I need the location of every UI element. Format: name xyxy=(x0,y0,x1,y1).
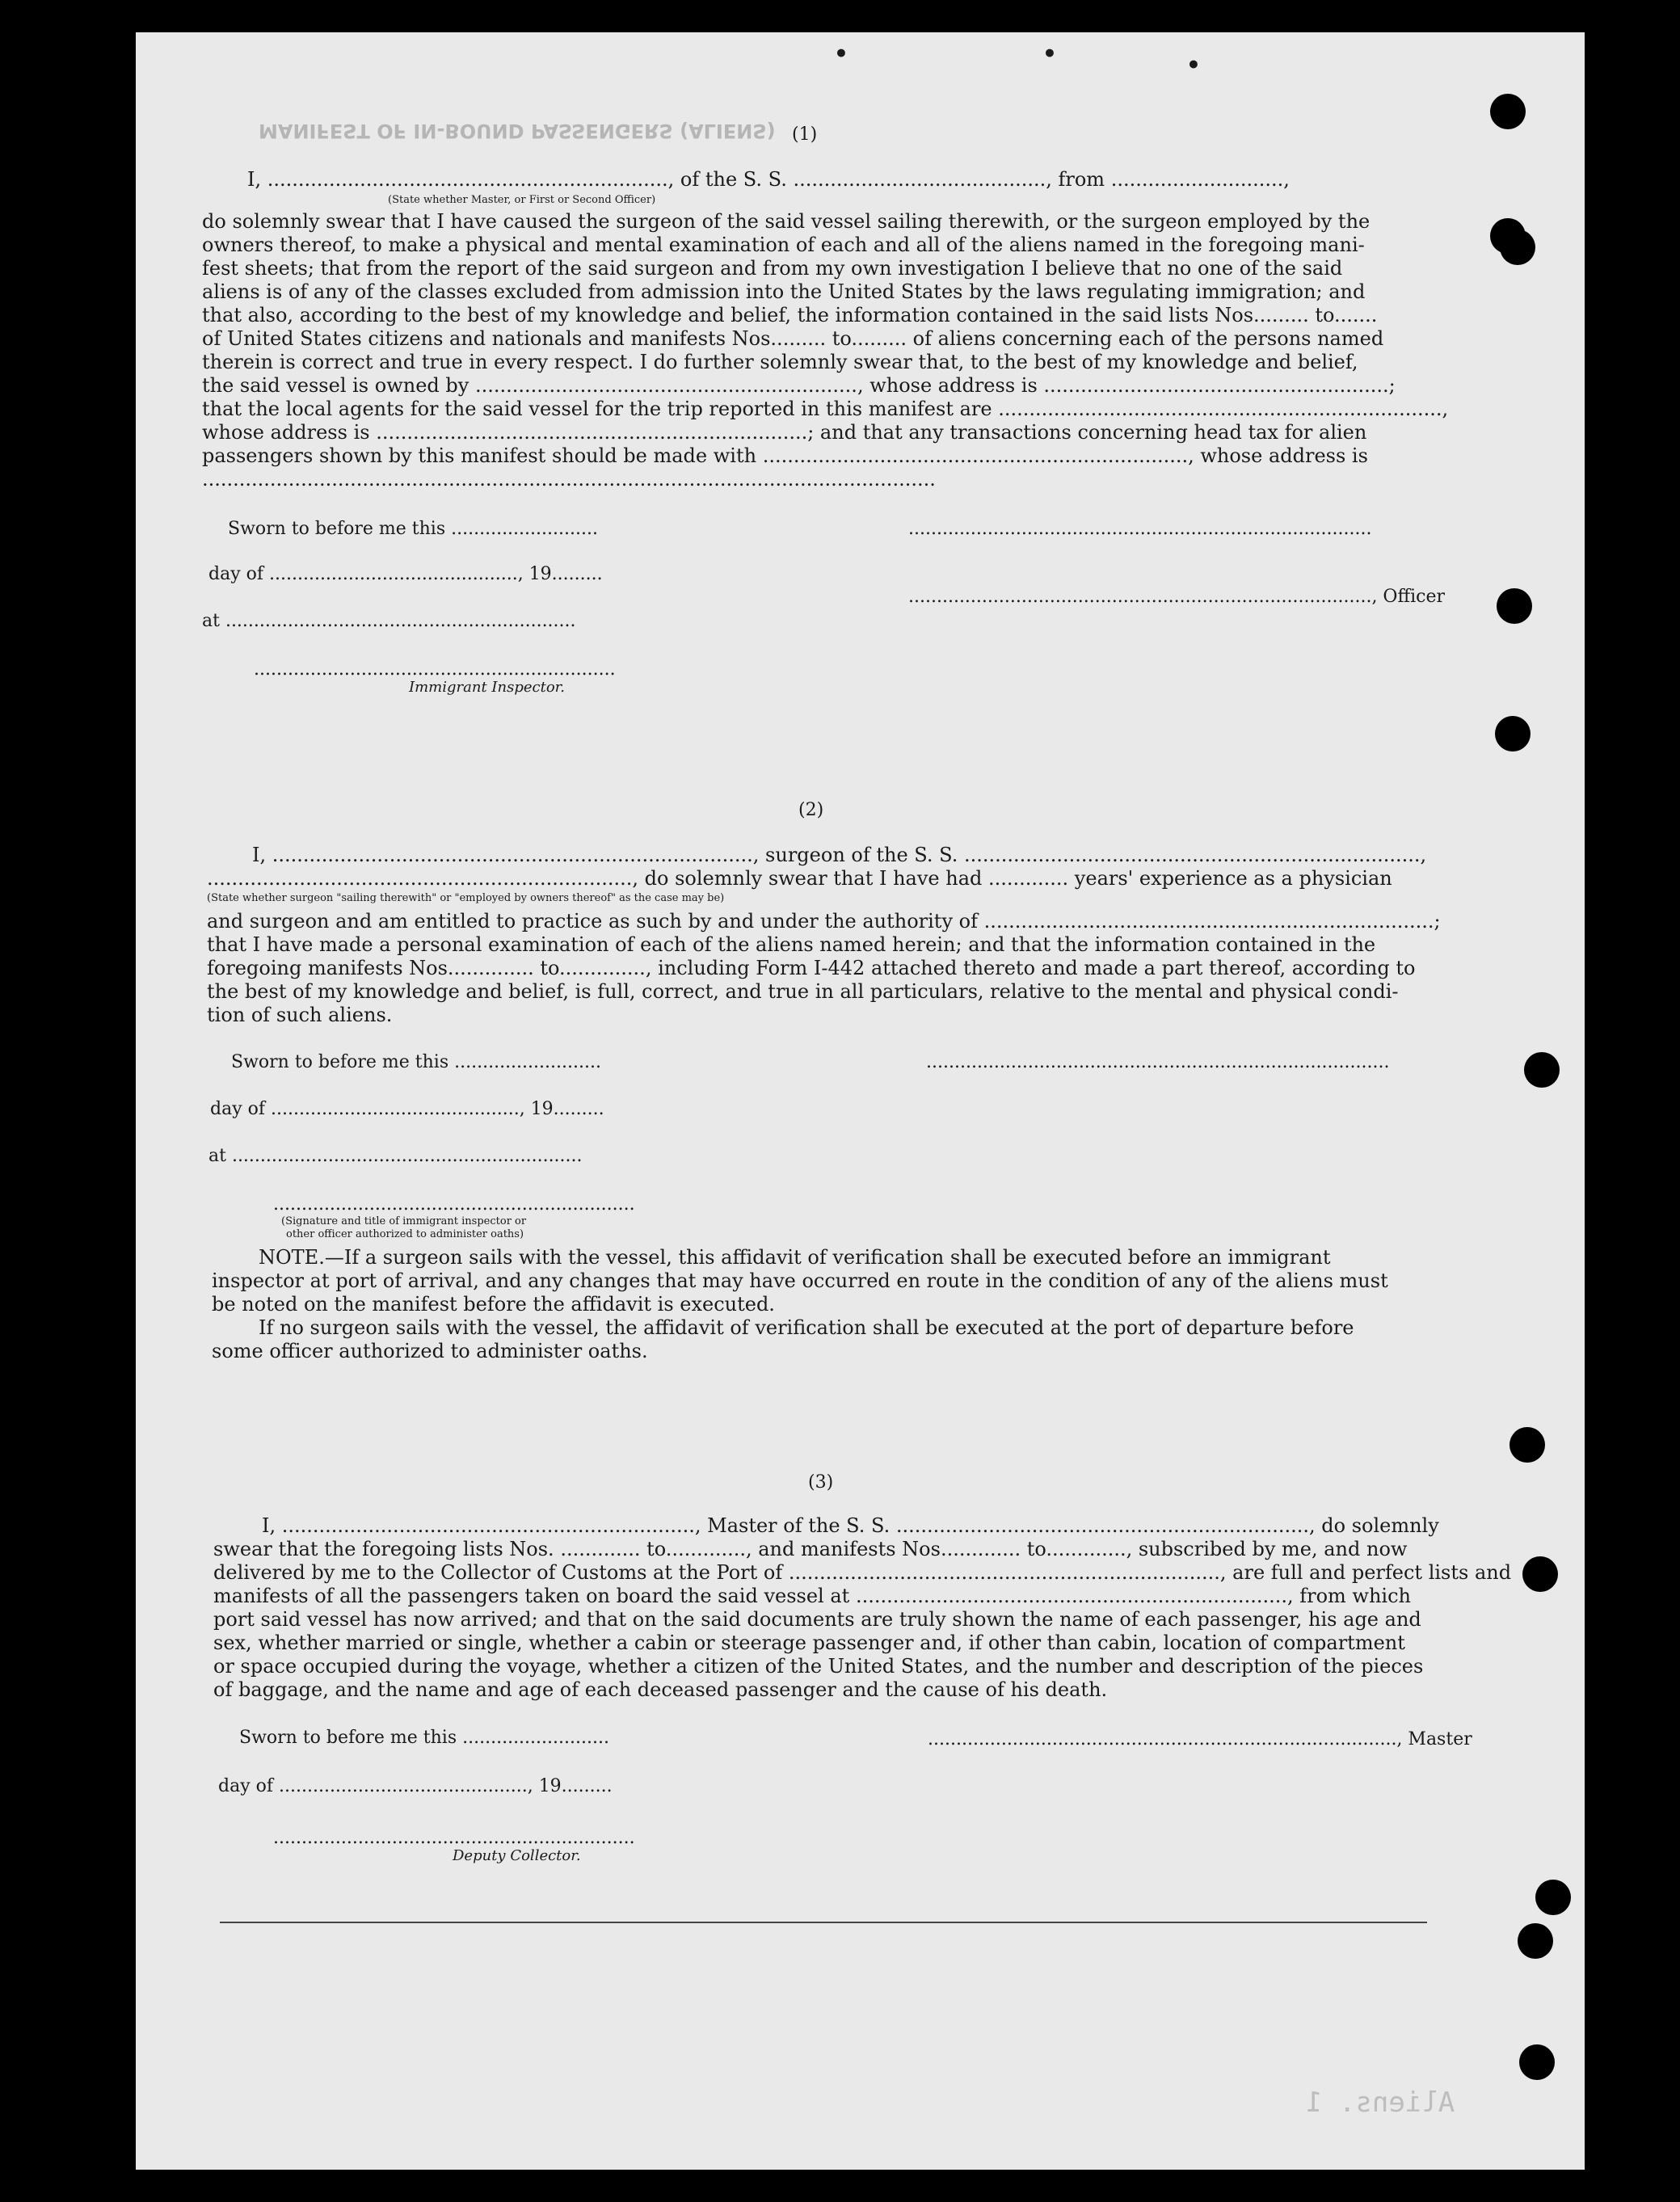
s1-line: fest sheets; that from the report of the said surgeon and from my own investigation I believe that no one of the said xyxy=(202,257,1343,280)
s1-caption: (State whether Master, or First or Second Officer) xyxy=(388,194,656,206)
punch-hole xyxy=(1495,716,1531,752)
punch-hole xyxy=(1500,229,1535,265)
s1-line: I, ................................................................., of the S. S. ........................................., from ............................, xyxy=(247,168,1290,191)
s2-line: ....................................................................., do solemnly swear that I have had ............. years' experience as a physician xyxy=(207,867,1392,890)
bleed-through-stamp: Aliens. 1 xyxy=(1306,2086,1455,2119)
s3-collector-line: ................................................................ xyxy=(273,1828,635,1848)
s2-day: day of ............................................, 19......... xyxy=(210,1099,604,1119)
s2-sig-caption: other officer authorized to administer oaths) xyxy=(286,1228,524,1240)
s3-sworn: Sworn to before me this .......................... xyxy=(239,1728,609,1748)
s1-line: aliens is of any of the classes excluded from admission into the United States by the laws regulating immigration; and xyxy=(202,280,1366,303)
note-line: some officer authorized to administer oaths. xyxy=(212,1340,648,1362)
s2-surgeon-line: .................................................................................. xyxy=(926,1052,1390,1072)
s1-officer-label: .................................................................................., Officer xyxy=(908,587,1445,607)
s3-line: manifests of all the passengers taken on board the said vessel at ......................................................................, from which xyxy=(213,1585,1411,1607)
note-line: NOTE.—If a surgeon sails with the vessel, this affidavit of verification shall be executed before an immigrant xyxy=(259,1246,1331,1269)
s3-line: or space occupied during the voyage, whether a citizen of the United States, and the number and description of the pieces xyxy=(213,1655,1424,1678)
s2-line: tion of such aliens. xyxy=(207,1004,393,1026)
s1-officer-line: .................................................................................. xyxy=(908,519,1372,539)
s2-sig-line: ................................................................ xyxy=(273,1194,635,1215)
s1-line: passengers shown by this manifest should be made with ....................................................................., whose address is xyxy=(202,444,1368,467)
s1-line: ....................................................................................................................... xyxy=(202,468,936,491)
ink-speck: • xyxy=(1042,40,1057,67)
s1-line: the said vessel is owned by .............................................................., whose address is ........................................................; xyxy=(202,374,1396,397)
s3-day: day of ............................................, 19......... xyxy=(218,1776,613,1796)
s2-at: at .............................................................. xyxy=(208,1146,583,1166)
s2-line: and surgeon and am entitled to practice as such by and under the authority of .........................................................................; xyxy=(207,910,1441,933)
s3-line: I, ..................................................................., Master of the S. S. ..................................................................., do solemnly xyxy=(262,1514,1439,1537)
s3-line: sex, whether married or single, whether a cabin or steerage passenger and, if other than cabin, location of compartment xyxy=(213,1632,1405,1654)
s2-line: that I have made a personal examination of each of the aliens named herein; and that the information contained in the xyxy=(207,933,1376,956)
punch-hole xyxy=(1509,1427,1545,1463)
s3-line: port said vessel has now arrived; and that on the said documents are truly shown the name of each passenger, his age and xyxy=(213,1608,1421,1631)
s2-caption: (State whether surgeon "sailing therewith" or "employed by owners thereof" as the case may be) xyxy=(207,892,725,904)
s3-line: swear that the foregoing lists Nos. ............. to............., and manifests Nos............. to............., subscribed by me, and now xyxy=(213,1538,1408,1560)
punch-hole xyxy=(1490,94,1526,129)
s1-at: at .............................................................. xyxy=(202,611,576,631)
manifest-page xyxy=(136,32,1585,2170)
s3-line: of baggage, and the name and age of each deceased passenger and the cause of his death. xyxy=(213,1678,1108,1701)
s2-line: foregoing manifests Nos.............. to.............., including Form I-442 attached thereto and made a part thereof, according to xyxy=(207,957,1416,979)
punch-hole xyxy=(1524,1052,1560,1088)
punch-hole xyxy=(1519,2044,1555,2080)
s2-sworn: Sworn to before me this .......................... xyxy=(231,1052,601,1072)
punch-hole xyxy=(1522,1556,1558,1592)
s1-line: of United States citizens and nationals and manifests Nos......... to......... of aliens concerning each of the persons named xyxy=(202,327,1384,350)
s1-inspector-line: ................................................................ xyxy=(254,659,616,680)
section-2-number: (2) xyxy=(798,800,824,820)
s1-inspector-label: Immigrant Inspector. xyxy=(409,679,566,696)
s1-day: day of ............................................, 19......... xyxy=(208,564,603,584)
punch-hole xyxy=(1497,588,1532,624)
s1-line: that the local agents for the said vessel for the trip reported in this manifest are ........................................................................, xyxy=(202,398,1449,420)
ink-speck: • xyxy=(834,40,848,67)
section-3-number: (3) xyxy=(808,1472,834,1493)
s2-line: the best of my knowledge and belief, is full, correct, and true in all particulars, relative to the mental and physical condi- xyxy=(207,980,1399,1003)
s3-line: delivered by me to the Collector of Customs at the Port of ......................................................................, are full and perfect lists and xyxy=(213,1561,1512,1584)
note-line: If no surgeon sails with the vessel, the affidavit of verification shall be executed at the port of departure before xyxy=(259,1316,1354,1339)
bottom-rule xyxy=(220,1922,1427,1923)
s1-sworn: Sworn to before me this .......................... xyxy=(228,519,598,539)
s1-line: whose address is ......................................................................; and that any transactions concerning head tax for alien xyxy=(202,421,1367,444)
s2-line: I, .............................................................................., surgeon of the S. S. .........................................................................., xyxy=(252,844,1427,866)
s3-collector-label: Deputy Collector. xyxy=(453,1847,581,1864)
s1-line: therein is correct and true in every respect. I do further solemnly swear that, to the best of my knowledge and belief, xyxy=(202,351,1358,373)
s1-line: do solemnly swear that I have caused the surgeon of the said vessel sailing therewith, or the surgeon employed by the xyxy=(202,210,1371,233)
s1-line: owners thereof, to make a physical and mental examination of each and all of the aliens named in the foregoing mani- xyxy=(202,234,1365,256)
punch-hole xyxy=(1535,1880,1571,1915)
note-line: be noted on the manifest before the affidavit is executed. xyxy=(212,1293,775,1316)
ink-speck: • xyxy=(1186,52,1201,78)
s1-line: that also, according to the best of my knowledge and belief, the information contained in the said lists Nos......... to....... xyxy=(202,304,1378,326)
section-1-number: (1) xyxy=(792,124,818,145)
s3-master-label: ..................................................................................., Master xyxy=(928,1729,1472,1749)
bleed-through-title: MANIFEST OF IN-BOUND PASSENGERS (ALIENS) xyxy=(259,120,776,142)
s2-sig-caption: (Signature and title of immigrant inspector or xyxy=(281,1215,527,1227)
punch-hole xyxy=(1518,1923,1553,1959)
note-line: inspector at port of arrival, and any changes that may have occurred en route in the condition of any of the aliens must xyxy=(212,1269,1388,1292)
